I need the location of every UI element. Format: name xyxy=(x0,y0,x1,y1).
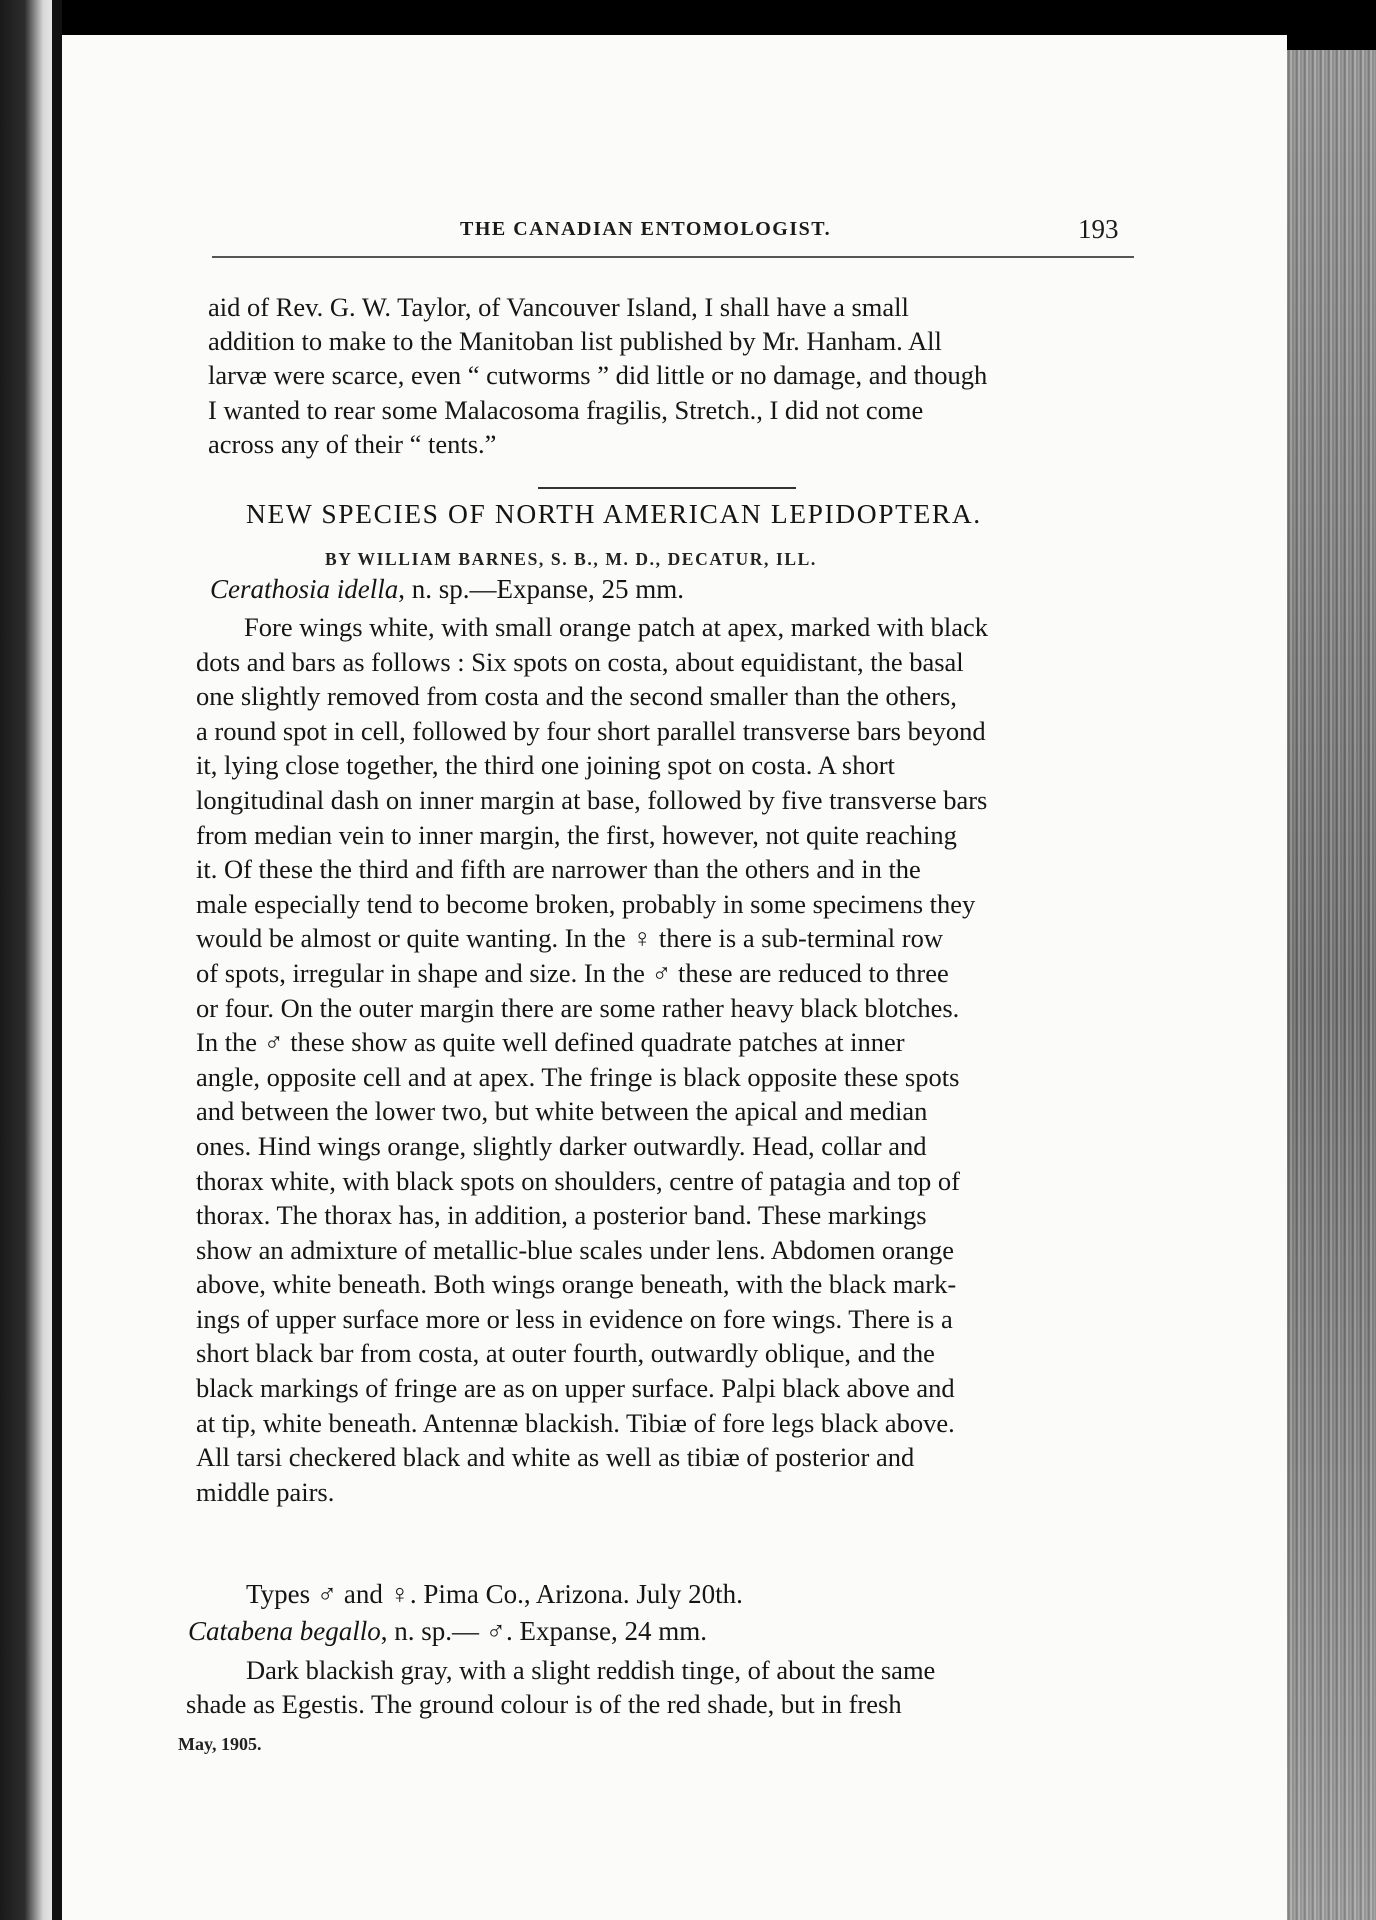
intro-line: larvæ were scarce, even “ cutworms ” did little or no damage, and though xyxy=(208,360,988,391)
description-line: or four. On the outer margin there are some rather heavy black blotches. xyxy=(196,992,960,1023)
species-name: Catabena begallo xyxy=(188,1616,381,1646)
description-line: one slightly removed from costa and the second smaller than the others, xyxy=(196,681,957,712)
description-line: thorax white, with black spots on shoulders, centre of patagia and top of xyxy=(196,1165,960,1196)
description-line: Fore wings white, with small orange patch at apex, marked with black xyxy=(244,612,989,642)
description-line: Dark blackish gray, with a slight reddish tinge, of about the same xyxy=(246,1655,936,1685)
section-rule xyxy=(538,487,796,489)
description-line: male especially tend to become broken, probably in some specimens they xyxy=(196,888,976,919)
description-line: In the ♂ these show as quite well defined quadrate patches at inner xyxy=(196,1027,905,1058)
description-line: at tip, white beneath. Antennæ blackish. Tibiæ of fore legs black above. xyxy=(196,1407,955,1438)
gutter-shadow xyxy=(52,0,62,1920)
intro-line: across any of their “ tents.” xyxy=(208,428,497,459)
description-line: show an admixture of metallic-blue scales under lens. Abdomen orange xyxy=(196,1234,954,1265)
intro-line: addition to make to the Manitoban list published by Mr. Hanham. All xyxy=(208,326,942,357)
book-block-shade xyxy=(1287,50,1376,1920)
description-line: middle pairs. xyxy=(196,1476,335,1507)
description-line: short black bar from costa, at outer fourth, outwardly oblique, and the xyxy=(196,1338,935,1369)
types-line: Types ♂ and ♀. Pima Co., Arizona. July 20th. xyxy=(246,1579,743,1609)
description-line: thorax. The thorax has, in addition, a posterior band. These markings xyxy=(196,1200,927,1231)
species-heading-2 xyxy=(188,1616,707,1647)
species-details: , n. sp.— ♂. Expanse, 24 mm. xyxy=(380,1616,707,1646)
description-line: black markings of fringe are as on upper surface. Palpi black above and xyxy=(196,1373,955,1404)
issue-date: May, 1905. xyxy=(178,1734,262,1754)
description-line: it. Of these the third and fifth are narrower than the others and in the xyxy=(196,854,921,885)
description-line: above, white beneath. Both wings orange beneath, with the black mark- xyxy=(196,1269,957,1300)
description-line: would be almost or quite wanting. In the ♀ there is a sub-terminal row xyxy=(196,923,943,954)
species-details: , n. sp.—Expanse, 25 mm. xyxy=(398,574,684,604)
article-title: NEW SPECIES OF NORTH AMERICAN LEPIDOPTERA. xyxy=(246,498,982,529)
scan-top-border xyxy=(0,0,1376,35)
description-line: ings of upper surface more or less in evidence on fore wings. There is a xyxy=(196,1303,953,1334)
description-line: from median vein to inner margin, the first, however, not quite reaching xyxy=(196,819,957,850)
article-byline: BY WILLIAM BARNES, S. B., M. D., DECATUR, ILL. xyxy=(325,549,817,569)
description-line: and between the lower two, but white between the apical and median xyxy=(196,1096,928,1127)
species-heading-1 xyxy=(210,574,684,605)
description-line: All tarsi checkered black and white as well as tibiæ of posterior and xyxy=(196,1442,915,1473)
description-line: ones. Hind wings orange, slightly darker outwardly. Head, collar and xyxy=(196,1130,927,1161)
description-line: angle, opposite cell and at apex. The fringe is black opposite these spots xyxy=(196,1061,960,1092)
header-rule xyxy=(212,256,1134,258)
intro-line: aid of Rev. G. W. Taylor, of Vancouver Island, I shall have a small xyxy=(208,292,909,322)
description-line: it, lying close together, the third one joining spot on costa. A short xyxy=(196,750,895,781)
running-head: THE CANADIAN ENTOMOLOGIST. xyxy=(460,218,832,240)
description-line: of spots, irregular in shape and size. In the ♂ these are reduced to three xyxy=(196,957,949,988)
species-description xyxy=(196,610,1121,1509)
intro-line: I wanted to rear some Malacosoma fragilis, Stretch., I did not come xyxy=(208,394,924,425)
description-line: dots and bars as follows : Six spots on costa, about equidistant, the basal xyxy=(196,646,964,677)
species-2-description xyxy=(186,1653,1111,1721)
species-name: Cerathosia idella xyxy=(210,574,399,604)
description-line: a round spot in cell, followed by four short parallel transverse bars beyond xyxy=(196,715,986,746)
page-number: 193 xyxy=(1078,214,1119,244)
description-line: shade as Egestis. The ground colour is of the red shade, but in fresh xyxy=(186,1689,902,1719)
description-line: longitudinal dash on inner margin at base, followed by five transverse bars xyxy=(196,784,988,815)
